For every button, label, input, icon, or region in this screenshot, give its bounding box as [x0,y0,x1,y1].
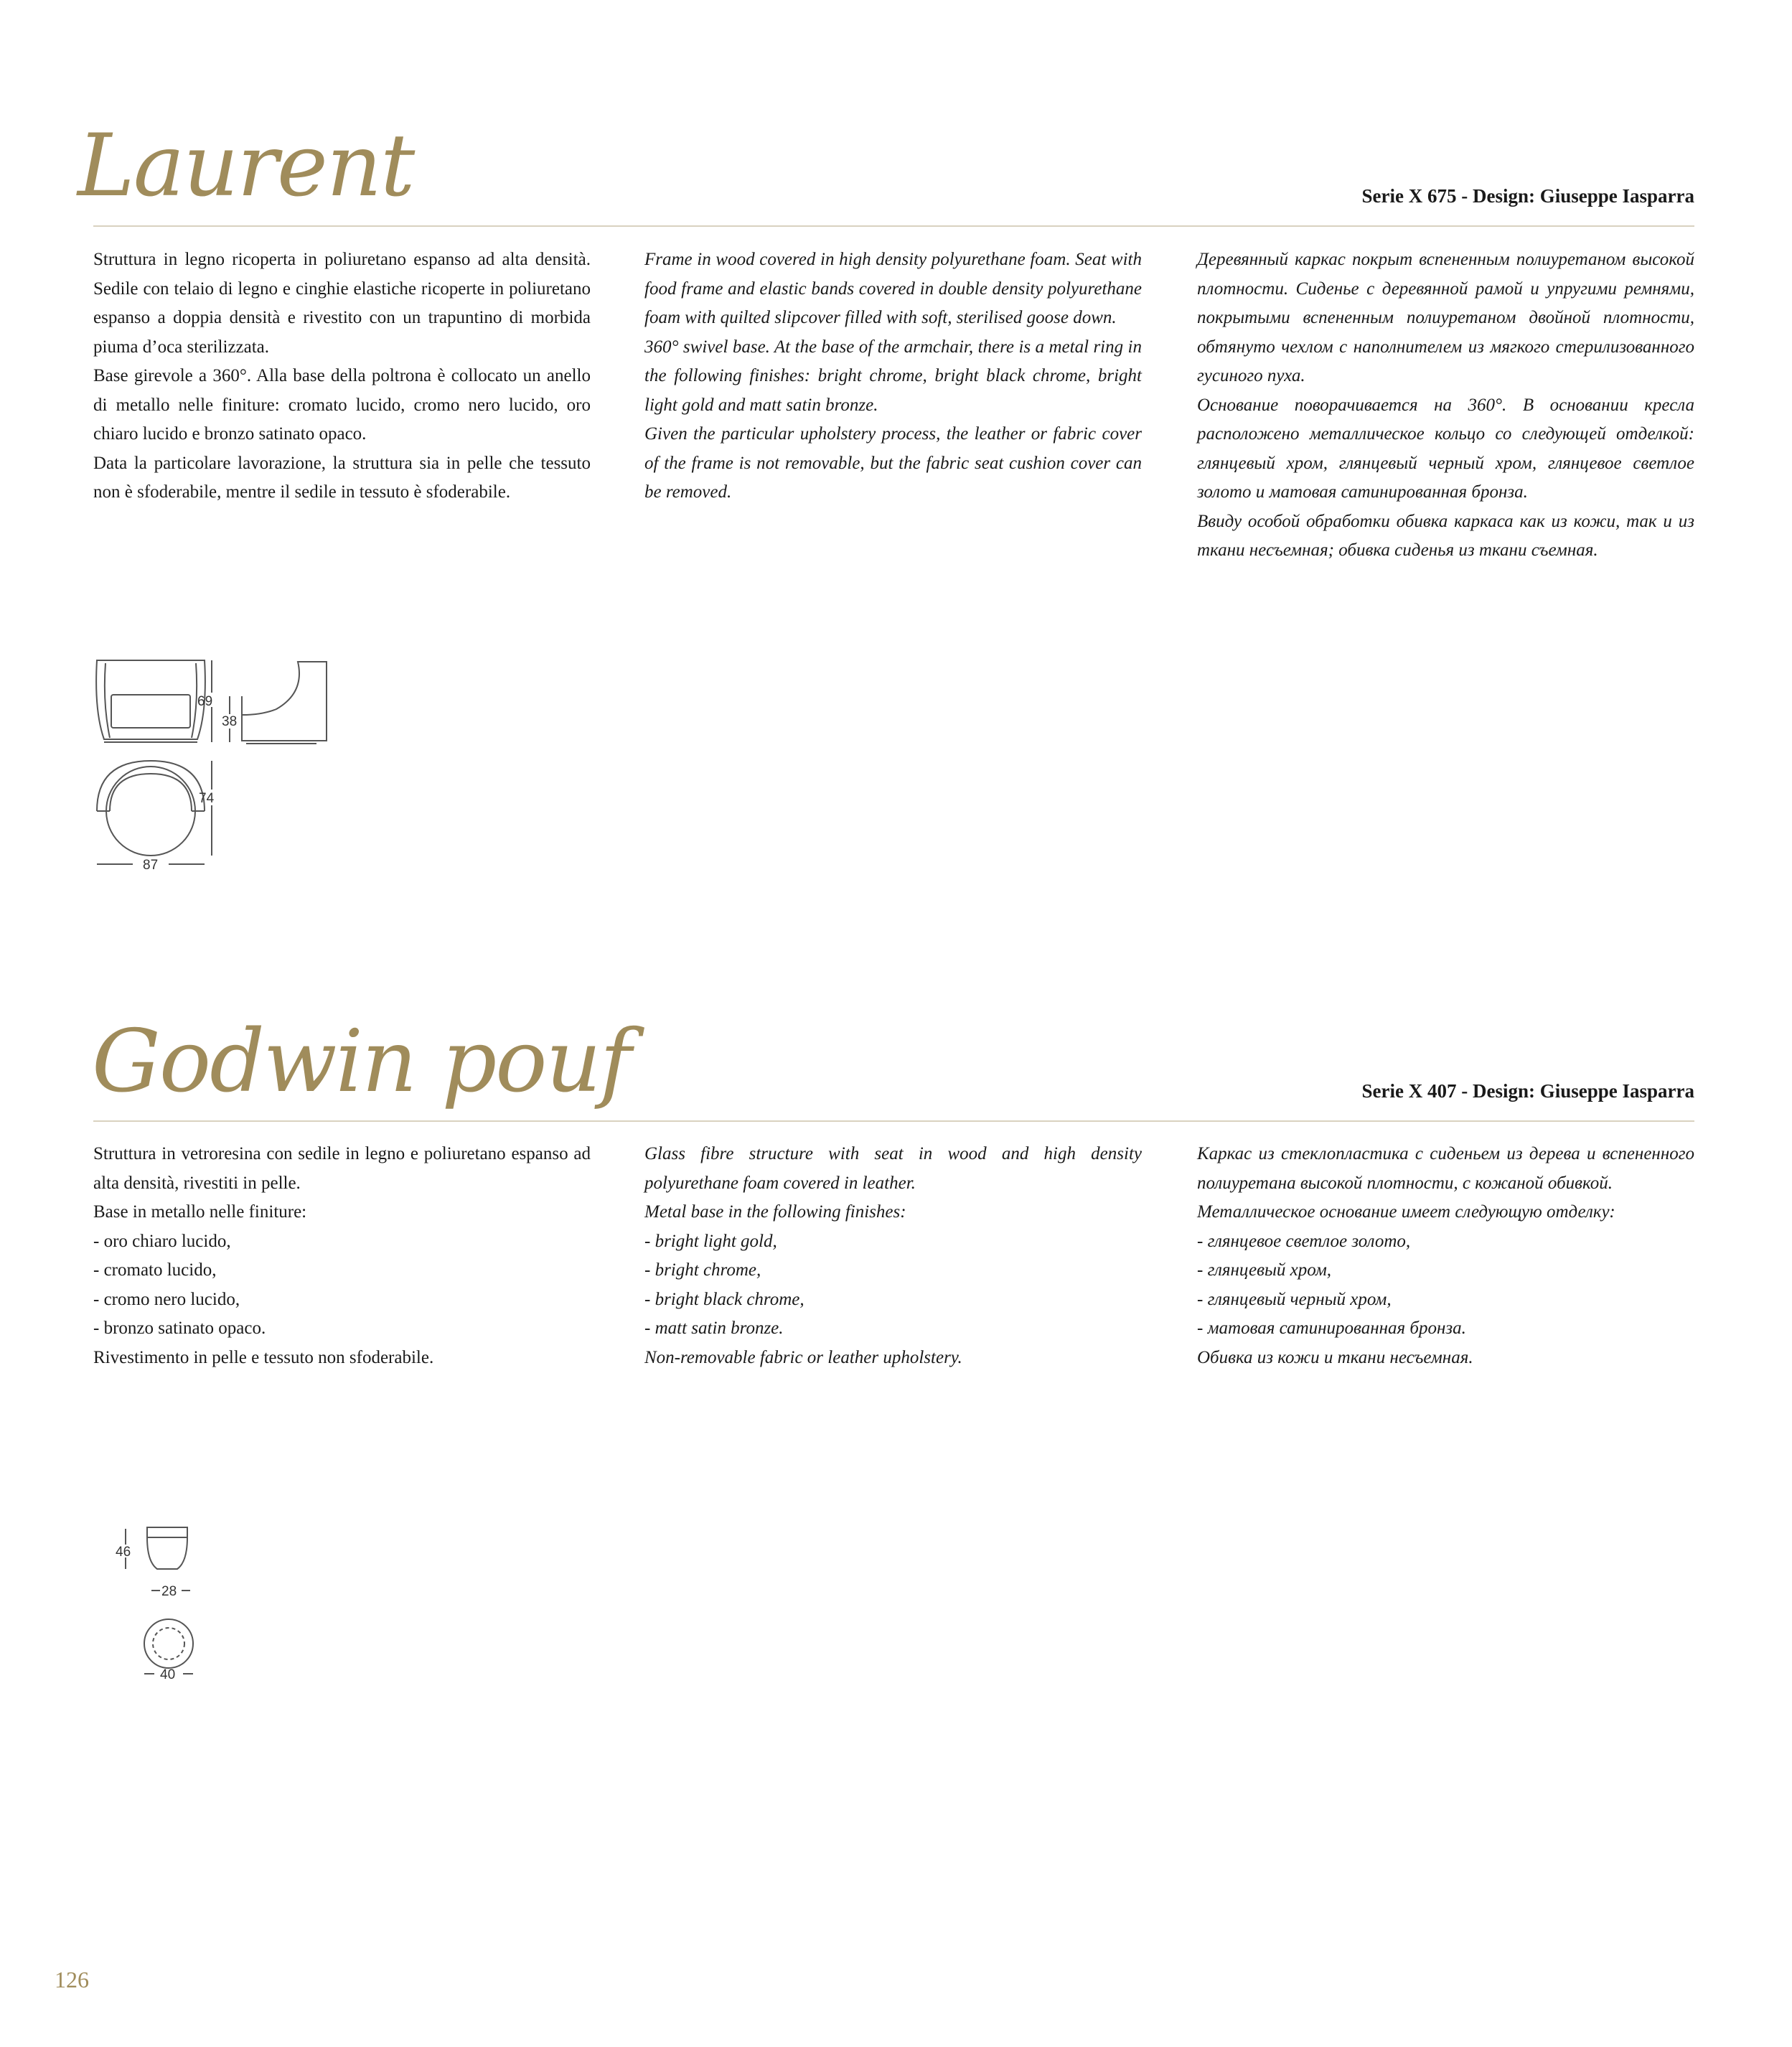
list-item: - oro chiaro lucido, [93,1231,231,1251]
paragraph: Struttura in legno ricoperta in poliuretano espanso ad alta densità. Sedile con telaio di legno e cinghie elastiche ricoperte in poliuretano espanso a doppia densità e rivestito con un trapuntino di morbida piuma d’oca sterilizzata. [93,250,591,357]
dimension-seat-height: 38 [222,714,238,729]
list-item: - matt satin bronze. [644,1318,784,1338]
paragraph: Ввиду особой обработки обивка каркаса как из кожи, так и из ткани несъемная; обивка сиденья из ткани съемная. [1197,511,1694,560]
list-item: - глянцевое светлое золото, [1197,1231,1411,1251]
pouf-top-base [153,1628,184,1659]
paragraph: Base girevole a 360°. Alla base della poltrona è collocato un anello di metallo nelle finiture: cromato lucido, cromo nero lucido, oro chiaro lucido e bronzo satinato opaco. [93,366,591,444]
paragraph: Struttura in vetroresina con sedile in legno e poliuretano espanso ad alta densità, rivestiti in pelle. [93,1144,591,1193]
armchair-top-seat [106,767,195,856]
dimension-depth: 74 [199,791,215,806]
paragraph: Основание поворачивается на 360°. В основании кресла расположено металлическое кольцо со следующей отделкой: глянцевый хром, глянцевый черный хром, глянцевое светлое золото и матовая сатинированная бронза. [1197,395,1694,502]
dimension-base: 28 [161,1584,177,1599]
paragraph: Металлическое основание имеет следующую отделку: [1197,1202,1615,1222]
godwin-dimension-drawing [111,1522,226,1687]
list-item: - cromo nero lucido, [93,1289,240,1309]
godwin-italian-text [93,1140,591,1372]
laurent-title: Laurent [78,116,414,216]
paragraph: Given the particular upholstery process, the leather or fabric cover of the frame is not removable, but the fabric seat cushion cover can be removed. [644,424,1142,502]
paragraph: Base in metallo nelle finiture: [93,1202,307,1222]
page-number: 126 [55,1967,89,1992]
laurent-divider [93,225,1694,227]
laurent-russian-text [1197,245,1694,566]
armchair-top-outline [97,761,205,811]
paragraph: Non-removable fabric or leather upholstery. [644,1347,962,1367]
laurent-italian-text [93,245,591,507]
list-item: - глянцевый хром, [1197,1260,1332,1280]
paragraph: Metal base in the following finishes: [644,1202,906,1222]
godwin-russian-text [1197,1140,1694,1372]
paragraph: Glass fibre structure with seat in wood and high density polyurethane foam covered in leather. [644,1144,1142,1193]
dimension-height: 69 [197,694,213,709]
laurent-dimension-drawing [90,653,348,873]
paragraph: Деревянный каркас покрыт вспененным полиуретаном высокой плотности. Сиденье с деревянной рамой и упругими ремнями, покрытыми вспененным полиуретаном двойной плотности, обтянуто чехлом с наполнителем из мягкого стерилизованного гусиного пуха. [1197,250,1694,385]
dimension-width: 87 [143,858,159,873]
list-item: - cromato lucido, [93,1260,217,1280]
paragraph: Rivestimento in pelle e tessuto non sfoderabile. [93,1347,434,1367]
godwin-english-text [644,1140,1142,1372]
paragraph: Обивка из кожи и ткани несъемная. [1197,1347,1473,1367]
list-item: - глянцевый черный хром, [1197,1289,1392,1309]
armchair-seat-cushion [111,695,190,728]
godwin-serie: Serie X 407 - Design: Giuseppe Iasparra [1361,1080,1694,1102]
pouf-side-outline [147,1527,187,1569]
laurent-english-text [644,245,1142,507]
godwin-divider [93,1120,1694,1122]
paragraph: 360° swivel base. At the base of the armchair, there is a metal ring in the following finishes: bright chrome, bright black chrome, bright light gold and matt satin bronze. [644,337,1142,415]
list-item: - bright black chrome, [644,1289,804,1309]
list-item: - bright chrome, [644,1260,761,1280]
list-item: - bright light gold, [644,1231,777,1251]
paragraph: Каркас из стеклопластика с сиденьем из дерева и вспененного полиуретана высокой плотности, с кожаной обивкой. [1197,1144,1694,1193]
paragraph: Frame in wood covered in high density polyurethane foam. Seat with food frame and elastic bands covered in double density polyurethane foam with quilted slipcover filled with soft, sterilised goose down. [644,250,1142,327]
dimension-height: 46 [116,1545,131,1560]
pouf-top-outline [144,1619,193,1668]
godwin-title: Godwin pouf [92,1012,631,1112]
laurent-serie: Serie X 675 - Design: Giuseppe Iasparra [1361,185,1694,207]
dimension-diameter: 40 [160,1667,176,1682]
list-item: - bronzo satinato opaco. [93,1318,266,1338]
list-item: - матовая сатинированная бронза. [1197,1318,1466,1338]
paragraph: Data la particolare lavorazione, la struttura sia in pelle che tessuto non è sfoderabile, mentre il sedile in tessuto è sfoderabile. [93,453,591,502]
armchair-side-outline [242,662,327,741]
